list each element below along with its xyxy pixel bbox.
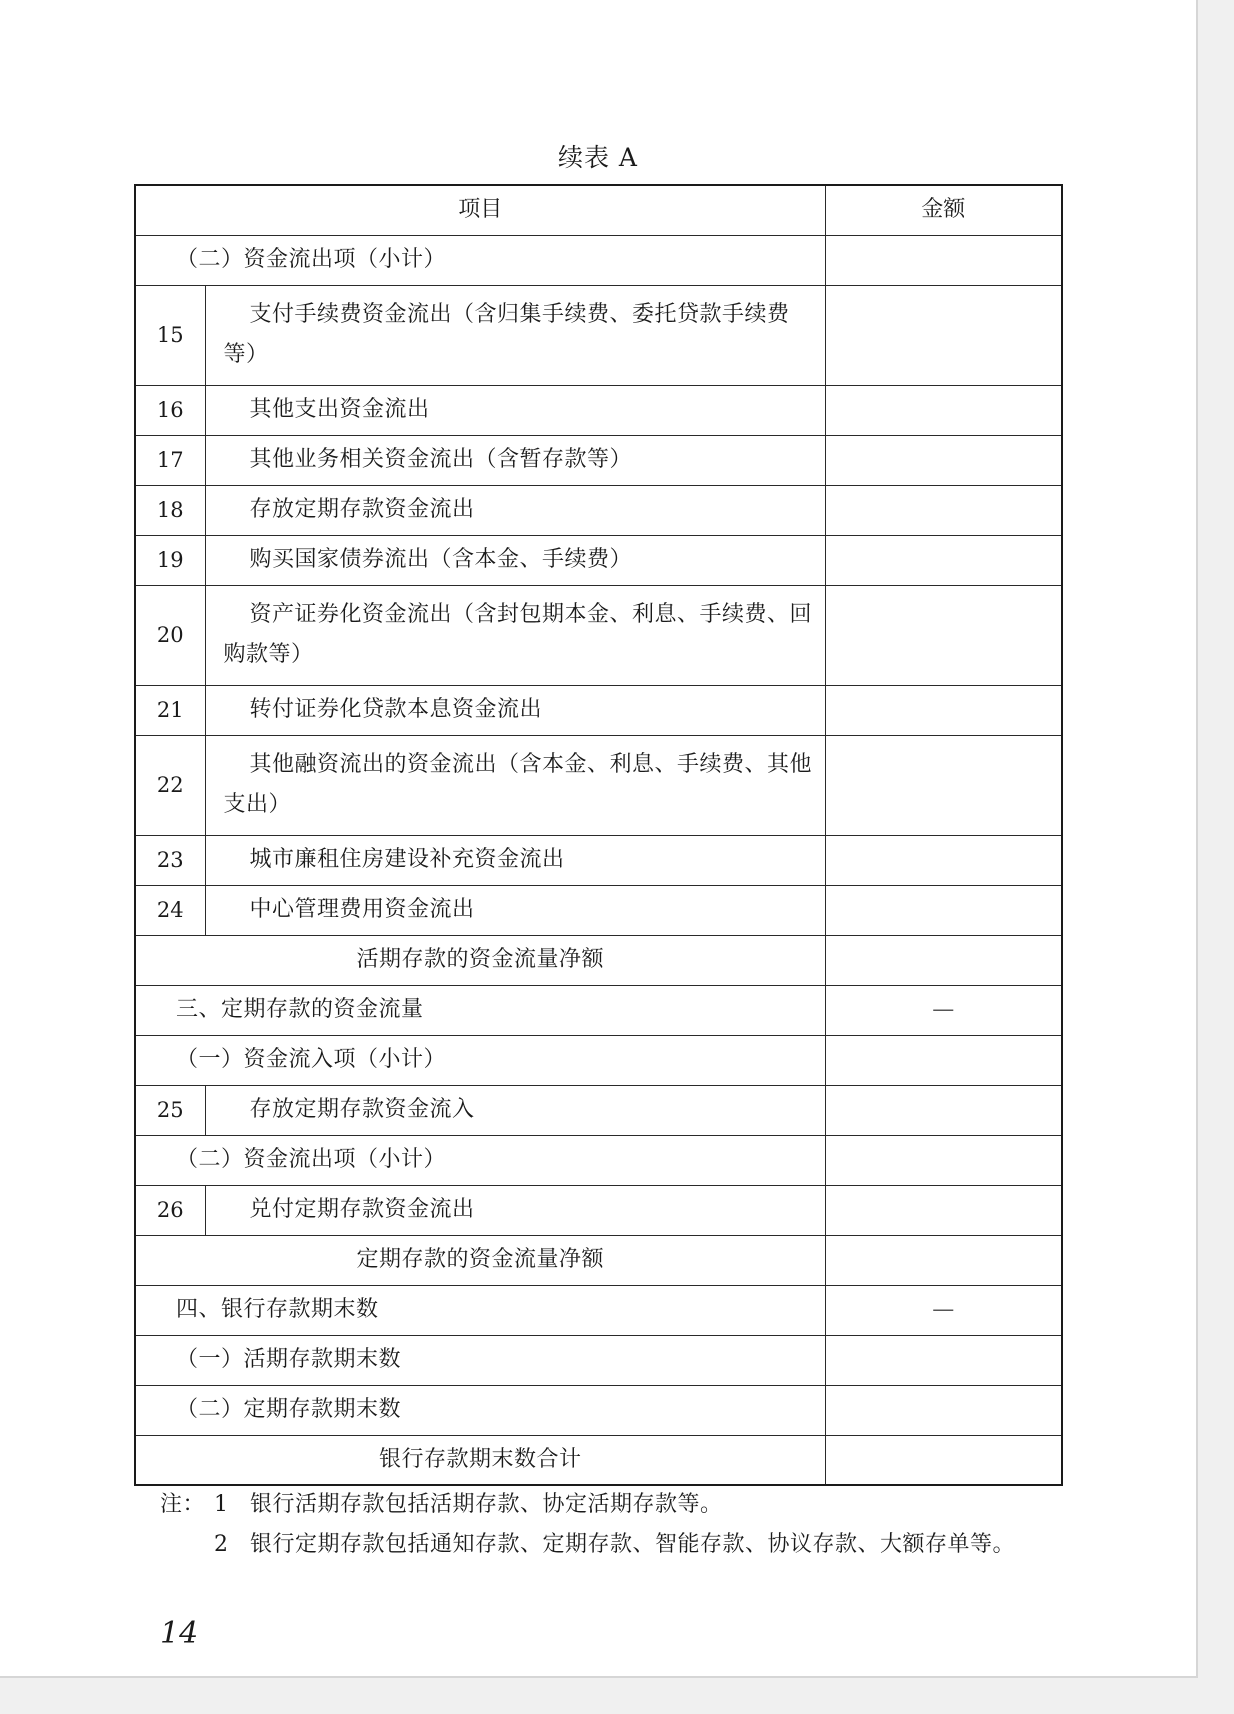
table-row (135, 585, 1062, 685)
row-label: 购买国家债券流出（含本金、手续费） (205, 535, 825, 585)
row-amount (825, 385, 1062, 435)
table-row (135, 285, 1062, 385)
row-label: 资产证券化资金流出（含封包期本金、利息、手续费、回购款等） (205, 585, 825, 685)
table-row (135, 1235, 1062, 1285)
table-row (135, 1435, 1062, 1485)
table-row (135, 1085, 1062, 1135)
table-row (135, 435, 1062, 485)
row-amount (825, 585, 1062, 685)
row-label: （一）活期存款期末数 (135, 1335, 825, 1385)
row-number: 24 (135, 885, 205, 935)
table-title: 续表 A (557, 143, 638, 172)
row-amount (825, 885, 1062, 935)
row-amount (825, 1185, 1062, 1235)
row-label: 存放定期存款资金流入 (205, 1085, 825, 1135)
table-notes (160, 1485, 1065, 1565)
table-row (135, 1335, 1062, 1385)
row-amount (825, 1135, 1062, 1185)
row-number: 16 (135, 385, 205, 435)
row-label: 定期存款的资金流量净额 (135, 1235, 825, 1285)
table-row (135, 935, 1062, 985)
row-amount (825, 1085, 1062, 1135)
row-label: 活期存款的资金流量净额 (135, 935, 825, 985)
row-number: 15 (135, 285, 205, 385)
header-amount: 金额 (825, 185, 1062, 235)
row-amount (825, 735, 1062, 835)
row-label: 兑付定期存款资金流出 (205, 1185, 825, 1235)
row-label: 其他支出资金流出 (205, 385, 825, 435)
table-row (135, 1285, 1062, 1335)
note-item (160, 1485, 1065, 1525)
row-label: 存放定期存款资金流出 (205, 485, 825, 535)
row-amount: — (825, 985, 1062, 1035)
row-amount (825, 1385, 1062, 1435)
row-amount: — (825, 1285, 1062, 1335)
table-row (135, 885, 1062, 935)
row-label: 支付手续费资金流出（含归集手续费、委托贷款手续费等） (205, 285, 825, 385)
row-label: 银行存款期末数合计 (135, 1435, 825, 1485)
row-label: （二）资金流出项（小计） (135, 1135, 825, 1185)
row-label: 城市廉租住房建设补充资金流出 (205, 835, 825, 885)
row-number: 25 (135, 1085, 205, 1135)
table-row (135, 535, 1062, 585)
row-amount (825, 835, 1062, 885)
table-row (135, 235, 1062, 285)
row-label: 转付证券化贷款本息资金流出 (205, 685, 825, 735)
table-row (135, 1385, 1062, 1435)
table-row (135, 1135, 1062, 1185)
table-row (135, 485, 1062, 535)
row-amount (825, 285, 1062, 385)
row-amount (825, 1235, 1062, 1285)
page-number: 14 (160, 1616, 199, 1651)
row-label: （二）定期存款期末数 (135, 1385, 825, 1435)
table-row (135, 735, 1062, 835)
row-amount (825, 685, 1062, 735)
table-row (135, 1185, 1062, 1235)
row-number: 20 (135, 585, 205, 685)
row-amount (825, 935, 1062, 985)
row-number: 21 (135, 685, 205, 735)
table-row (135, 835, 1062, 885)
table-row (135, 985, 1062, 1035)
row-label: （一）资金流入项（小计） (135, 1035, 825, 1085)
table-row (135, 685, 1062, 735)
row-number: 17 (135, 435, 205, 485)
cash-flow-table (134, 184, 1063, 1486)
note-number: 2 (214, 1532, 229, 1557)
row-amount (825, 485, 1062, 535)
row-number: 18 (135, 485, 205, 535)
note-text: 银行定期存款包括通知存款、定期存款、智能存款、协议存款、大额存单等。 (250, 1532, 1016, 1557)
row-amount (825, 1035, 1062, 1085)
row-amount (825, 535, 1062, 585)
row-label: 四、银行存款期末数 (135, 1285, 825, 1335)
row-label: （二）资金流出项（小计） (135, 235, 825, 285)
note-prefix: 注： (160, 1492, 206, 1517)
row-label: 其他融资流出的资金流出（含本金、利息、手续费、其他支出） (205, 735, 825, 835)
row-amount (825, 1335, 1062, 1385)
row-amount (825, 435, 1062, 485)
table-header-row (135, 185, 1062, 235)
row-label: 中心管理费用资金流出 (205, 885, 825, 935)
note-number: 1 (214, 1492, 229, 1517)
row-number: 19 (135, 535, 205, 585)
row-number: 23 (135, 835, 205, 885)
note-text: 银行活期存款包括活期存款、协定活期存款等。 (250, 1492, 723, 1517)
row-amount (825, 235, 1062, 285)
note-item (160, 1525, 1065, 1565)
table-row (135, 1035, 1062, 1085)
row-amount (825, 1435, 1062, 1485)
table-row (135, 385, 1062, 435)
row-number: 22 (135, 735, 205, 835)
row-label: 三、定期存款的资金流量 (135, 985, 825, 1035)
header-item: 项目 (135, 185, 825, 235)
row-number: 26 (135, 1185, 205, 1235)
row-label: 其他业务相关资金流出（含暂存款等） (205, 435, 825, 485)
